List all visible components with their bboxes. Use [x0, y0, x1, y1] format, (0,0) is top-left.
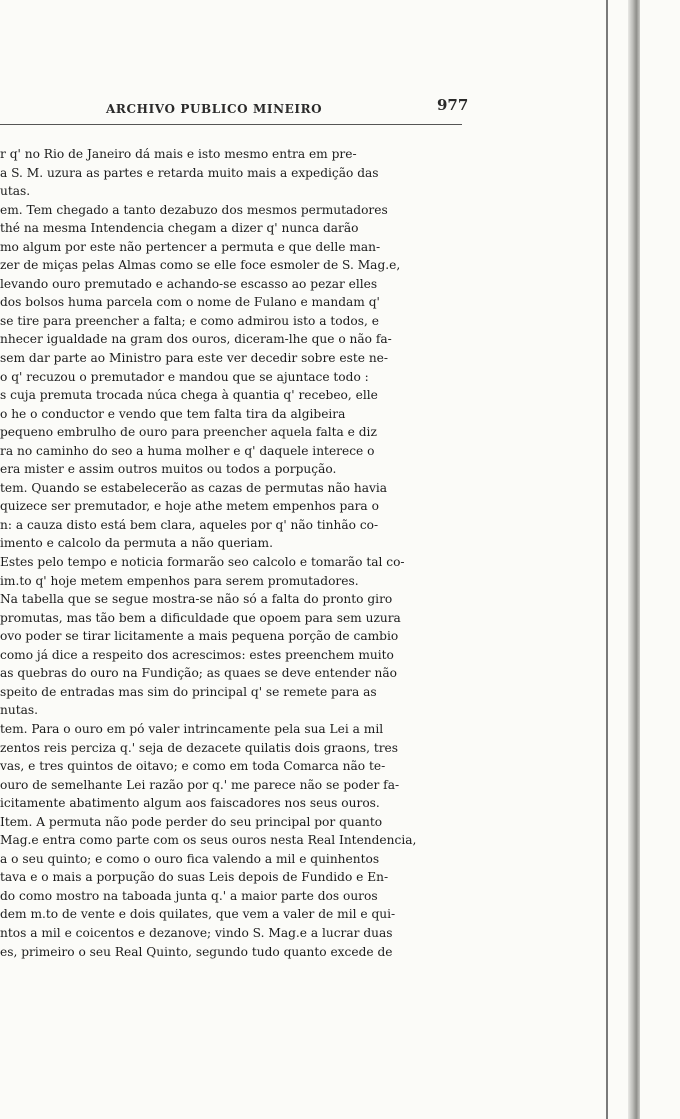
- text-line: mo algum por este não pertencer a permuta e que delle man-: [0, 239, 381, 254]
- text-line: nutas.: [0, 703, 38, 718]
- text-line: dos bolsos huma parcela com o nome de Fulano e mandam q': [0, 295, 380, 310]
- page-number: 977: [437, 96, 469, 114]
- text-line: ntos a mil e coicentos e dezanove; vindo S. Mag.e a lucrar duas: [0, 925, 393, 940]
- text-line: utas.: [0, 184, 31, 199]
- text-line: thé na mesma Intendencia chegam a dizer q' nunca darão: [0, 221, 359, 236]
- text-line: s cuja premuta trocada núca chega à quantia q' recebeo, elle: [0, 388, 378, 403]
- text-line: es, primeiro o seu Real Quinto, segundo tudo quanto excede de: [0, 944, 393, 959]
- text-line: levando ouro premutado e achando-se escasso ao pezar elles: [0, 276, 378, 291]
- text-line: ovo poder se tirar licitamente a mais pequena porção de cambio: [0, 629, 399, 644]
- text-line: ra no caminho do seo a huma molher e q' daquele interece o: [0, 443, 375, 458]
- text-line: pequeno embrulho de ouro para preencher aquela falta e diz: [0, 425, 377, 440]
- text-line: era mister e assim outros muitos ou todos a porpução.: [0, 462, 337, 477]
- text-line: Item. A permuta não pode perder do seu principal por quanto: [0, 814, 383, 829]
- text-line: o q' recuzou o premutador e mandou que se ajuntace todo :: [0, 369, 369, 384]
- text-line: em. Tem chegado a tanto dezabuzo dos mesmos permutadores: [0, 202, 388, 217]
- text-line: Estes pelo tempo e noticia formarão seo calcolo e tomarão tal co-: [0, 555, 405, 570]
- text-line: speito de entradas mas sim do principal q' se remete para as: [0, 684, 377, 699]
- text-line: zentos reis perciza q.' seja de dezacete quilatis dois graons, tres: [0, 740, 399, 755]
- text-line: im.to q' hoje metem empenhos para serem promutadores.: [0, 573, 359, 588]
- header-rule: [0, 124, 462, 125]
- text-line: imento e calcolo da permuta a não queriam.: [0, 536, 273, 551]
- text-line: Na tabella que se segue mostra-se não só a falta do pronto giro: [0, 592, 393, 607]
- text-line: a S. M. uzura as partes e retarda muito mais a expedição das: [0, 165, 379, 180]
- text-line: dem m.to de vente e dois quilates, que vem a valer de mil e qui-: [0, 907, 396, 922]
- text-line: promutas, mas tão bem a dificuldade que opoem para sem uzura: [0, 610, 401, 625]
- running-title: ARCHIVO PUBLICO MINEIRO: [106, 102, 323, 116]
- page-gutter-line: [606, 0, 608, 1119]
- page-header: [0, 96, 470, 126]
- text-line: do como mostro na taboada junta q.' a maior parte dos ouros: [0, 888, 378, 903]
- text-line: as quebras do ouro na Fundição; as quaes se deve entender não: [0, 666, 397, 681]
- text-line: tem. Para o ouro em pó valer intrincamente pela sua Lei a mil: [0, 721, 384, 736]
- text-line: tava e o mais a porpução do suas Leis depois de Fundido e En-: [0, 870, 389, 885]
- book-spine-shadow: [628, 0, 640, 1119]
- text-line: nhecer igualdade na gram dos ouros, diceram-lhe que o não fa-: [0, 332, 392, 347]
- text-line: a o seu quinto; e como o ouro fica valendo a mil e quinhentos: [0, 851, 380, 866]
- body-text: [0, 145, 478, 961]
- text-line: quizece ser premutador, e hoje athe metem empenhos para o: [0, 499, 379, 514]
- text-line: n: a cauza disto está bem clara, aqueles por q' não tinhão co-: [0, 517, 379, 532]
- page-margin: [640, 0, 680, 1119]
- text-line: como já dice a respeito dos acrescimos: estes preenchem muito: [0, 647, 394, 662]
- text-line: se tire para preencher a falta; e como admirou isto a todos, e: [0, 313, 379, 328]
- text-line: zer de miças pelas Almas como se elle foce esmoler de S. Mag.e,: [0, 258, 401, 273]
- text-line: icitamente abatimento algum aos faiscadores nos seus ouros.: [0, 796, 380, 811]
- text-line: ouro de semelhante Lei razão por q.' me parece não se poder fa-: [0, 777, 400, 792]
- text-line: r q' no Rio de Janeiro dá mais e isto mesmo entra em pre-: [0, 147, 357, 161]
- text-line: vas, e tres quintos de oitavo; e como em toda Comarca não te-: [0, 759, 386, 774]
- text-line: o he o conductor e vendo que tem falta tira da algibeira: [0, 406, 346, 421]
- text-line: Mag.e entra como parte com os seus ouros nesta Real Intendencia,: [0, 833, 417, 848]
- text-line: tem. Quando se estabelecerão as cazas de permutas não havia: [0, 480, 388, 495]
- text-line: sem dar parte ao Ministro para este ver decedir sobre este ne-: [0, 351, 389, 366]
